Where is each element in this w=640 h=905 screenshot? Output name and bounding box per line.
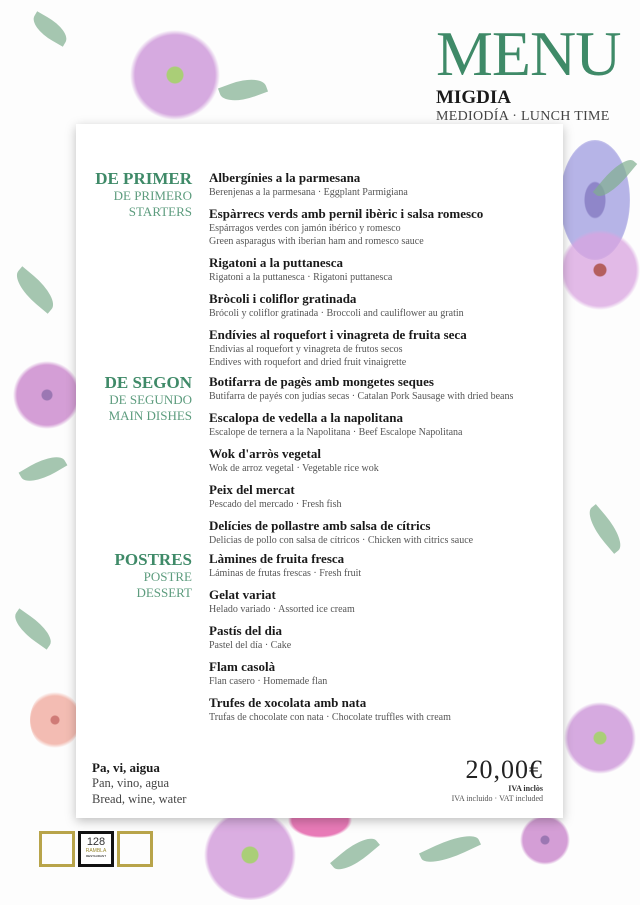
logo-tagline: RESTAURANT [85, 854, 107, 858]
dish-name: Escalopa de vedella a la napolitana [209, 410, 403, 425]
dish-item [209, 410, 559, 439]
dish-item [209, 291, 559, 320]
logo-name: RAMBLA [85, 848, 107, 854]
dish-description: Helado variado · Assorted ice cream [209, 604, 355, 615]
section-heading [76, 551, 192, 601]
dish-item [209, 695, 559, 724]
price-block [452, 756, 543, 804]
dish-description: Escalope de ternera a la Napolitana · Beef Escalope Napolitana [209, 427, 463, 438]
dish-description: Endivias al roquefort y vinagreta de frutos secos [209, 344, 403, 355]
drinks-spanish: Pan, vino, agua [92, 776, 170, 790]
dish-description: Wok de arroz vegetal · Vegetable rice wok [209, 463, 379, 474]
vat-note-translations: IVA incluido · VAT included [451, 794, 543, 803]
section-heading [76, 374, 192, 424]
dish-item [209, 623, 559, 652]
dish-list [209, 170, 559, 376]
dish-list [209, 374, 559, 554]
dish-description: Láminas de frutas frescas · Fresh fruit [209, 568, 362, 579]
dish-description: Rigatoni a la puttanesca · Rigatoni puttanesca [209, 272, 393, 283]
vat-note-catalan: IVA inclòs [508, 784, 543, 793]
logo-row [39, 831, 153, 867]
menu-subtitle: MIGDIA [436, 87, 511, 108]
dish-item [209, 659, 559, 688]
dish-name: Espàrrecs verds amb pernil ibèric i salsa romesco [209, 206, 484, 221]
dish-name: Wok d'arròs vegetal [209, 446, 321, 461]
section-title-es: DE PRIMERO [113, 188, 192, 203]
dish-description: Pastel del día · Cake [209, 640, 292, 651]
dish-item [209, 170, 559, 199]
drinks-english: Bread, wine, water [92, 792, 187, 806]
dish-item [209, 518, 559, 547]
drinks-catalan: Pa, vi, aigua [92, 760, 160, 775]
dish-item [209, 587, 559, 616]
dish-name: Peix del mercat [209, 482, 295, 497]
dish-name: Pastís del dia [209, 623, 282, 638]
dish-description: Green asparagus with iberian ham and romesco sauce [209, 236, 424, 247]
dish-description: Butifarra de payés con judías secas · Catalan Pork Sausage with dried beans [209, 391, 514, 402]
dish-name: Botifarra de pagès amb mongetes seques [209, 374, 434, 389]
dish-name: Endívies al roquefort i vinagreta de fruita seca [209, 327, 467, 342]
dish-name: Flam casolà [209, 659, 276, 674]
dish-description: Trufas de chocolate con nata · Chocolate truffles with cream [209, 712, 451, 723]
section-title: POSTRES [114, 550, 192, 569]
dish-name: Trufes de xocolata amb nata [209, 695, 367, 710]
dish-name: Albergínies a la parmesana [209, 170, 361, 185]
menu-subtitle-translations: MEDIODÍA · LUNCH TIME [436, 109, 610, 124]
dish-description: Endives with roquefort and dried fruit vinaigrette [209, 357, 407, 368]
dish-name: Làmines de fruita fresca [209, 551, 345, 566]
dish-description: Flan casero · Homemade flan [209, 676, 328, 687]
dish-description: Espárragos verdes con jamón ibérico y romesco [209, 223, 401, 234]
dish-item [209, 255, 559, 284]
menu-card [76, 124, 563, 818]
menu-title: MENU [436, 18, 621, 89]
dish-item [209, 446, 559, 475]
menu-price: 20,00€ [465, 755, 543, 784]
dish-name: Delícies de pollastre amb salsa de cítrics [209, 518, 431, 533]
dish-item [209, 327, 559, 369]
menu-header [436, 18, 621, 125]
section-title-es: DE SEGUNDO [109, 392, 192, 407]
dish-description: Berenjenas a la parmesana · Eggplant Parmigiana [209, 187, 408, 198]
section-title-en: MAIN DISHES [108, 408, 192, 423]
included-drinks [92, 760, 186, 807]
dish-description: Brócoli y coliflor gratinada · Broccoli and cauliflower au gratin [209, 308, 464, 319]
dish-description: Delicias de pollo con salsa de cítricos · Chicken with citrics sauce [209, 535, 474, 546]
dish-name: Bròcoli i coliflor gratinada [209, 291, 357, 306]
dish-item [209, 206, 559, 248]
dish-item [209, 482, 559, 511]
dish-list [209, 551, 559, 731]
section-title-es: POSTRE [143, 569, 192, 584]
dish-name: Gelat variat [209, 587, 276, 602]
section-heading [76, 170, 192, 220]
dish-item [209, 374, 559, 403]
logo-number: 128 [86, 836, 106, 848]
gold-frame-icon [117, 831, 153, 867]
section-title-en: DESSERT [136, 585, 192, 600]
dish-item [209, 551, 559, 580]
section-title: DE SEGON [104, 373, 192, 392]
restaurant-logo [78, 831, 114, 867]
section-title: DE PRIMER [95, 169, 192, 188]
dish-description: Pescado del mercado · Fresh fish [209, 499, 342, 510]
section-title-en: STARTERS [128, 204, 192, 219]
dish-name: Rigatoni a la puttanesca [209, 255, 343, 270]
gold-frame-icon [39, 831, 75, 867]
